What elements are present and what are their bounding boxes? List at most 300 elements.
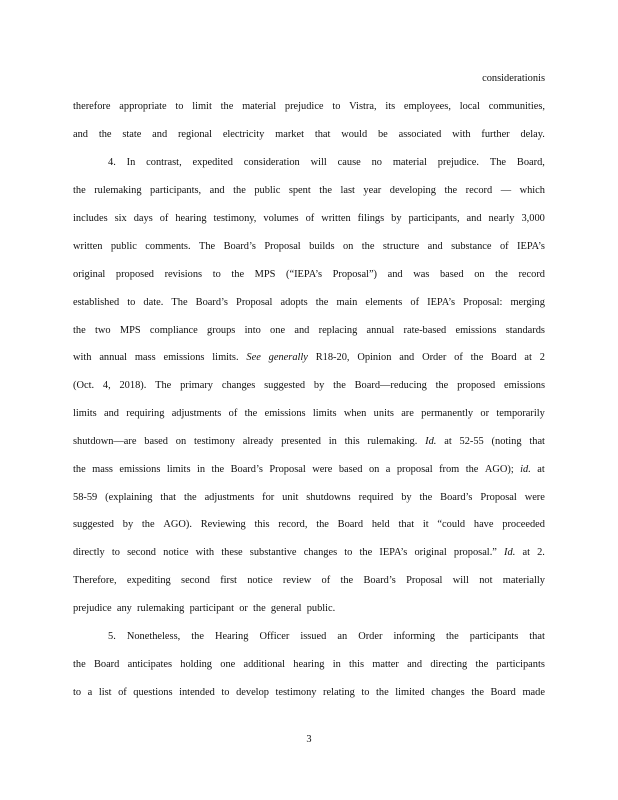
text-line — [73, 241, 545, 253]
word: IEPA’s — [517, 241, 545, 252]
word: at — [444, 436, 452, 447]
word: changes — [221, 380, 256, 391]
word: the — [471, 687, 484, 698]
word: with — [73, 352, 92, 363]
word: Board — [490, 687, 516, 698]
text-line — [73, 408, 545, 420]
word: at — [537, 464, 545, 475]
word: rate-based — [403, 325, 447, 336]
word: to — [73, 687, 82, 698]
word: holding — [180, 659, 213, 670]
word: filings — [357, 213, 385, 224]
word: were — [524, 492, 545, 503]
word: directly — [73, 547, 105, 558]
word: 52-55 — [459, 436, 484, 447]
word: in — [328, 436, 337, 447]
word: to — [344, 547, 353, 558]
word: matter — [372, 659, 399, 670]
word: to — [127, 297, 136, 308]
word: annual — [99, 352, 128, 363]
word: the — [253, 603, 266, 614]
word: adjustments — [204, 492, 255, 503]
word: substance — [451, 241, 492, 252]
word: based — [338, 464, 363, 475]
word: market — [275, 129, 305, 140]
word: elements — [365, 297, 403, 308]
word: will — [310, 157, 327, 168]
word: days — [133, 213, 153, 224]
word: with — [195, 547, 215, 558]
word: of — [499, 241, 509, 252]
text-line — [73, 519, 545, 531]
word: proposal — [396, 464, 433, 475]
word: (explaining — [105, 492, 153, 503]
word: second — [181, 575, 210, 586]
word: was — [413, 269, 430, 280]
word: materially — [502, 575, 545, 586]
word: testimony — [275, 687, 317, 698]
word: at — [524, 352, 532, 363]
word: relating — [323, 687, 355, 698]
word: by — [401, 492, 412, 503]
word: material — [392, 157, 427, 168]
word: contrast, — [146, 157, 182, 168]
word: of — [228, 408, 238, 419]
word: when — [343, 408, 367, 419]
word: have — [473, 519, 494, 530]
word: required — [358, 492, 394, 503]
word: Id. — [425, 436, 437, 447]
word: Proposal — [264, 241, 301, 252]
word: AGO); — [484, 464, 514, 475]
word: a — [385, 464, 391, 475]
word: are — [401, 408, 414, 419]
word: and — [427, 241, 443, 252]
word: (“IEPA’s — [286, 269, 322, 280]
word: Proposal — [480, 492, 517, 503]
word: builds — [309, 241, 335, 252]
word: first — [220, 575, 237, 586]
word: Hearing — [214, 631, 249, 642]
word: IEPA’s — [379, 547, 408, 558]
word: to — [212, 269, 221, 280]
text-line — [73, 325, 545, 337]
word: any — [116, 603, 132, 614]
word: participants — [496, 659, 545, 670]
word: the — [495, 269, 508, 280]
word: therefore — [73, 101, 111, 112]
word: be — [377, 129, 388, 140]
text-line — [73, 547, 545, 559]
word: participants — [469, 631, 519, 642]
word: the — [191, 631, 204, 642]
text-line — [73, 436, 545, 448]
word: shutdown—are — [73, 436, 137, 447]
word: this — [344, 436, 360, 447]
word: delay. — [520, 129, 545, 140]
word: requiring — [126, 408, 165, 419]
word: and — [73, 129, 89, 140]
word: — — [500, 185, 512, 196]
word: rulemaking — [94, 185, 142, 196]
text-line — [73, 492, 545, 504]
word: id. — [520, 464, 531, 475]
text-line — [73, 464, 545, 476]
word: one — [220, 659, 236, 670]
word: and — [407, 659, 423, 670]
word: made — [522, 687, 545, 698]
word: communities, — [488, 101, 545, 112]
text-line — [73, 297, 545, 309]
word: proposal.” — [453, 547, 497, 558]
word: adjustments — [171, 408, 222, 419]
word: will — [452, 575, 469, 586]
word: The — [155, 380, 172, 391]
text-line — [108, 157, 545, 169]
word: Order — [358, 631, 383, 642]
word: general — [270, 603, 302, 614]
word: 2 — [539, 352, 545, 363]
word: the — [361, 241, 375, 252]
word: notice — [163, 547, 189, 558]
word: the — [359, 547, 373, 558]
word: record, — [278, 519, 308, 530]
word: one — [270, 325, 286, 336]
word: R18-20, — [315, 352, 350, 363]
word: appropriate — [119, 101, 167, 112]
word: prejudice — [73, 603, 112, 614]
word: Therefore, — [73, 575, 117, 586]
word: consideration — [243, 157, 300, 168]
word: permanently — [421, 408, 474, 419]
word: of — [321, 575, 331, 586]
word: two — [94, 325, 111, 336]
word: to — [111, 547, 120, 558]
word: 3,000 — [521, 213, 545, 224]
word: of — [454, 352, 463, 363]
word: the — [446, 631, 459, 642]
word: the — [316, 519, 329, 530]
text-line — [73, 603, 545, 615]
word: the — [231, 269, 245, 280]
word: questions — [133, 687, 173, 698]
word: standards — [505, 325, 545, 336]
word: Board — [93, 659, 120, 670]
word: written — [321, 213, 351, 224]
word: by — [313, 380, 325, 391]
word: the — [340, 575, 354, 586]
word: original — [414, 547, 447, 558]
word: changes — [431, 687, 465, 698]
word: that — [529, 436, 545, 447]
text-line — [73, 269, 545, 281]
word: the — [211, 464, 225, 475]
word: into — [244, 325, 261, 336]
word: review — [282, 575, 312, 586]
word: Proposal — [236, 297, 273, 308]
word: in — [332, 659, 341, 670]
word: an — [337, 631, 348, 642]
word: that — [529, 631, 545, 642]
word: based — [439, 269, 464, 280]
word: and — [466, 213, 482, 224]
word: unit — [282, 492, 299, 503]
word: limits — [312, 408, 337, 419]
word: changes — [303, 547, 338, 558]
word: six — [114, 213, 127, 224]
word: the — [475, 659, 489, 670]
word: to — [221, 687, 230, 698]
text-line — [73, 575, 545, 587]
word: would — [341, 129, 368, 140]
word: primary — [180, 380, 214, 391]
word: Board—reducing — [354, 380, 427, 391]
word: MPS — [254, 269, 276, 280]
word: 4, — [102, 380, 111, 391]
word: of — [305, 213, 315, 224]
word: develop — [236, 687, 269, 698]
word: shutdowns — [306, 492, 351, 503]
word: proceeded — [502, 519, 545, 530]
word: the — [435, 380, 449, 391]
word: spent — [288, 185, 311, 196]
word: its — [385, 101, 396, 112]
word: nearly — [488, 213, 515, 224]
word: by — [391, 213, 402, 224]
text-line — [73, 380, 545, 392]
word: proposed — [457, 380, 496, 391]
word: In — [126, 157, 136, 168]
word: See — [246, 352, 261, 363]
word: established — [73, 297, 120, 308]
word: Board — [491, 352, 517, 363]
word: for — [262, 492, 275, 503]
word: and — [387, 269, 403, 280]
word: Proposal — [406, 575, 443, 586]
word: anticipates — [127, 659, 173, 670]
page-number: 3 — [306, 734, 312, 745]
word: this — [254, 519, 270, 530]
word: the — [233, 185, 246, 196]
word: of — [410, 297, 420, 308]
word: regional — [177, 129, 213, 140]
word: on — [368, 464, 380, 475]
word: it — [422, 519, 429, 530]
word: of — [159, 213, 169, 224]
text-line — [108, 631, 545, 643]
word: the — [444, 185, 458, 196]
word: substantive — [249, 547, 297, 558]
word: Order — [422, 352, 447, 363]
word: date. — [143, 297, 164, 308]
word: Board’s — [230, 464, 263, 475]
word: mass — [134, 352, 156, 363]
word: that — [398, 519, 415, 530]
word: groups — [207, 325, 236, 336]
word: Board’s — [440, 492, 473, 503]
word: MPS — [119, 325, 141, 336]
word: intended — [179, 687, 215, 698]
word: developing — [389, 185, 436, 196]
word: the — [315, 297, 329, 308]
word: Officer — [259, 631, 290, 642]
word: rulemaking. — [367, 436, 418, 447]
word: the — [244, 408, 258, 419]
word: Board’s — [223, 241, 256, 252]
word: the — [470, 352, 484, 363]
word: (noting — [491, 436, 522, 447]
word: main — [336, 297, 358, 308]
word: of — [118, 687, 127, 698]
word: volumes — [263, 213, 299, 224]
word: adopts — [280, 297, 308, 308]
word: record — [465, 185, 493, 196]
word: participant — [189, 603, 234, 614]
text-line — [73, 659, 545, 671]
word: Id. — [504, 547, 516, 558]
word: with — [452, 129, 471, 140]
word: 2. — [537, 547, 545, 558]
word: record — [518, 269, 545, 280]
word: Board’s — [195, 297, 228, 308]
word: The — [489, 157, 507, 168]
word: testimony — [193, 436, 235, 447]
word: Board, — [516, 157, 545, 168]
word: the — [183, 492, 197, 503]
word: or — [239, 603, 248, 614]
word: and — [399, 352, 415, 363]
word: on — [342, 241, 354, 252]
word: and — [152, 129, 168, 140]
word: suggested — [264, 380, 306, 391]
word: and — [103, 408, 119, 419]
text-line — [73, 185, 545, 197]
word: emissions — [119, 464, 161, 475]
word: from — [439, 464, 460, 475]
word: participants, — [408, 213, 460, 224]
word: expedited — [192, 157, 233, 168]
word: that — [160, 492, 177, 503]
word: limits — [73, 408, 97, 419]
word: no — [371, 157, 382, 168]
word: annual — [366, 325, 395, 336]
text-line — [73, 101, 545, 113]
word: and — [209, 185, 225, 196]
word: or — [480, 408, 490, 419]
word: the — [319, 185, 332, 196]
word: notice — [247, 575, 273, 586]
word: that — [314, 129, 331, 140]
word: were — [312, 464, 333, 475]
word: at — [522, 547, 530, 558]
word: consideration — [482, 73, 539, 84]
word: temporarily — [496, 408, 545, 419]
word: this — [349, 659, 365, 670]
word: Proposal”) — [332, 269, 378, 280]
word: limit — [192, 101, 212, 112]
word: “could — [437, 519, 466, 530]
word: the — [73, 659, 86, 670]
word: emissions — [163, 352, 205, 363]
text-line — [73, 73, 545, 85]
word: to — [361, 687, 370, 698]
word: IEPA’s — [427, 297, 456, 308]
word: testimony, — [213, 213, 257, 224]
word: and — [294, 325, 310, 336]
word: revisions — [164, 269, 203, 280]
word: Proposal: — [463, 297, 503, 308]
word: emissions — [504, 380, 545, 391]
word: prejudice. — [437, 157, 480, 168]
text-line — [73, 352, 545, 364]
word: proposed — [115, 269, 154, 280]
word: The — [171, 297, 188, 308]
word: to — [175, 101, 184, 112]
word: the — [419, 492, 433, 503]
word: the — [220, 101, 234, 112]
text-line — [73, 129, 545, 141]
word: generally — [268, 352, 308, 363]
word: hearing — [175, 213, 207, 224]
text-line — [73, 687, 545, 699]
word: to — [332, 101, 341, 112]
word: state — [122, 129, 142, 140]
word: presented — [281, 436, 321, 447]
word: prejudice — [284, 101, 324, 112]
word: Vistra, — [349, 101, 377, 112]
word: issued — [300, 631, 327, 642]
word: the — [141, 519, 155, 530]
word: the — [375, 687, 389, 698]
word: year — [363, 185, 382, 196]
word: 58-59 — [73, 492, 98, 503]
word: based — [144, 436, 168, 447]
word: rulemaking — [137, 603, 185, 614]
word: already — [242, 436, 274, 447]
word: AGO). — [163, 519, 192, 530]
word: is — [538, 73, 545, 84]
word: 5. — [108, 631, 116, 642]
word: emissions — [455, 325, 497, 336]
word: which — [519, 185, 545, 196]
word: original — [73, 269, 106, 280]
word: limits — [166, 464, 191, 475]
word: Board — [337, 519, 364, 530]
word: includes — [73, 213, 108, 224]
word: participants, — [150, 185, 202, 196]
word: Reviewing — [200, 519, 246, 530]
word: cause — [337, 157, 361, 168]
word: the — [333, 380, 346, 391]
word: mass — [92, 464, 113, 475]
word: held — [371, 519, 390, 530]
word: the — [73, 464, 86, 475]
word: The — [199, 241, 216, 252]
word: structure — [382, 241, 420, 252]
word: the — [73, 185, 86, 196]
word: on — [474, 269, 485, 280]
word: Opinion — [357, 352, 392, 363]
word: second — [127, 547, 156, 558]
word: in — [196, 464, 206, 475]
word: units — [373, 408, 394, 419]
text-line — [73, 213, 545, 225]
word: material — [242, 101, 277, 112]
word: additional — [243, 659, 286, 670]
word: the — [98, 129, 112, 140]
word: public — [110, 241, 137, 252]
word: these — [221, 547, 243, 558]
